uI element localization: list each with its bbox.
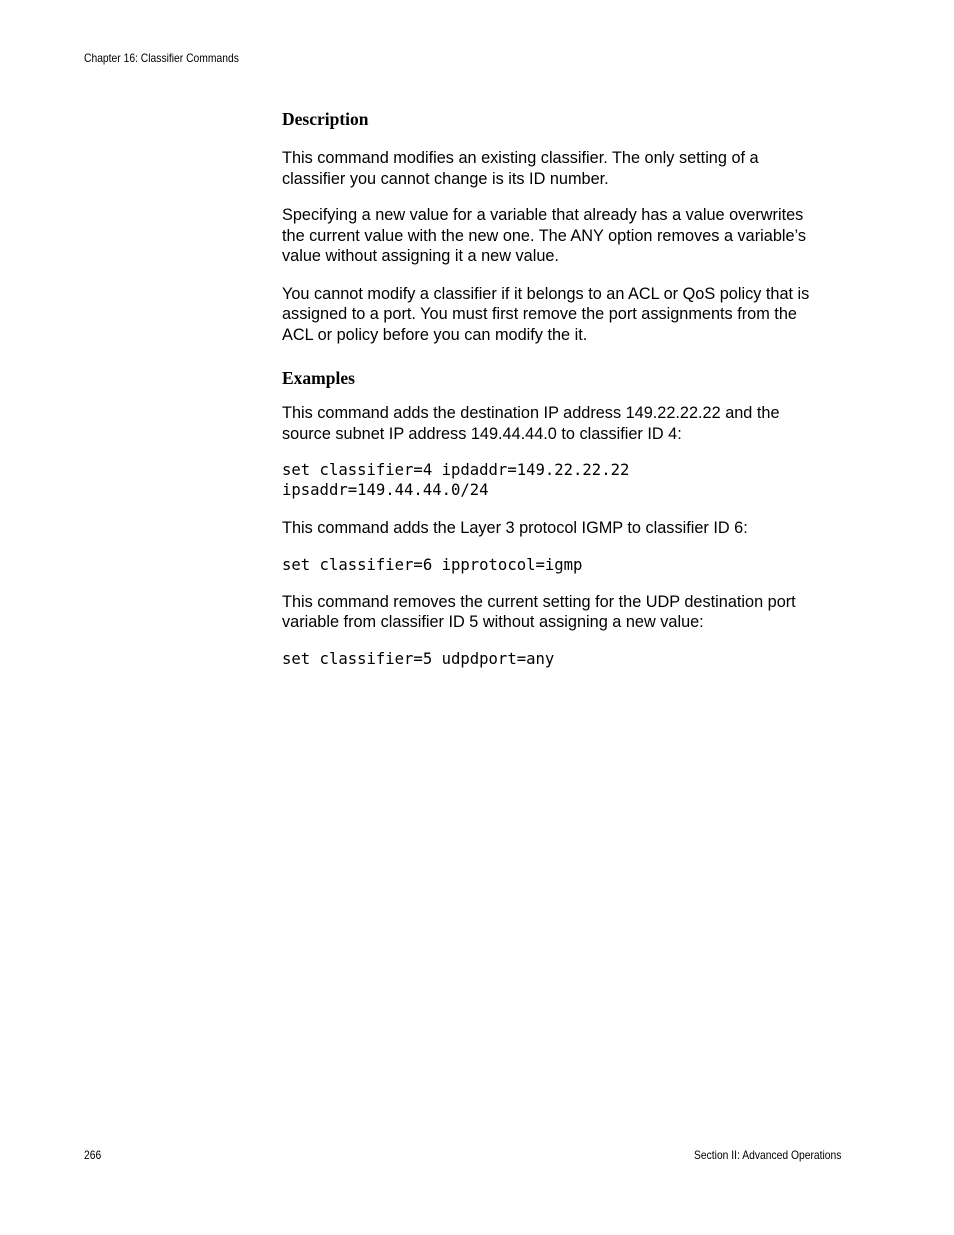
examples-heading: Examples [282,368,355,388]
text-line: This command removes the current setting for the UDP destination port [282,592,796,611]
text-line: variable from classifier ID 5 without assigning a new value: [282,613,704,631]
text-line: This command modifies an existing classifier. The only setting of a [282,149,759,167]
text-line: assigned to a port. You must first remove the port assignments from the [282,305,797,323]
text-line: This command adds the Layer 3 protocol IGMP to classifier ID 6: [282,519,748,537]
code-line: set classifier=4 ipdaddr=149.22.22.22 [282,461,630,479]
text-line: ACL or policy before you can modify the it. [282,325,588,344]
text-line: This command adds the destination IP address 149.22.22.22 and the [282,404,780,422]
running-header: Chapter 16: Classifier Commands [84,51,239,65]
page-content [282,108,844,669]
text-line: classifier you cannot change is its ID number. [282,169,609,188]
description-paragraph-3 [282,284,844,346]
text-line: the current value with the new one. The ANY option removes a variable’s [282,226,807,245]
example-1-code [282,460,844,500]
example-3-text [282,592,844,633]
description-heading: Description [282,109,369,129]
code-line: set classifier=5 udpdport=any [282,649,555,668]
text-line: You cannot modify a classifier if it belongs to an ACL or QoS policy that is [282,284,810,303]
example-2-text [282,518,844,539]
example-1-text [282,403,844,444]
example-3-code [282,649,844,669]
running-footer-section: Section II: Advanced Operations [693,1148,841,1162]
description-paragraph-2 [282,205,844,267]
text-line: Specifying a new value for a variable that already has a value overwrites [282,206,804,224]
code-line: ipsaddr=149.44.44.0/24 [282,481,489,499]
page-number: 266 [84,1148,102,1162]
text-line: source subnet IP address 149.44.44.0 to classifier ID 4: [282,424,682,443]
description-paragraph-1 [282,148,844,189]
code-line: set classifier=6 ipprotocol=igmp [282,555,583,574]
text-line: value without assigning it a new value. [282,247,559,265]
example-2-code [282,555,844,575]
